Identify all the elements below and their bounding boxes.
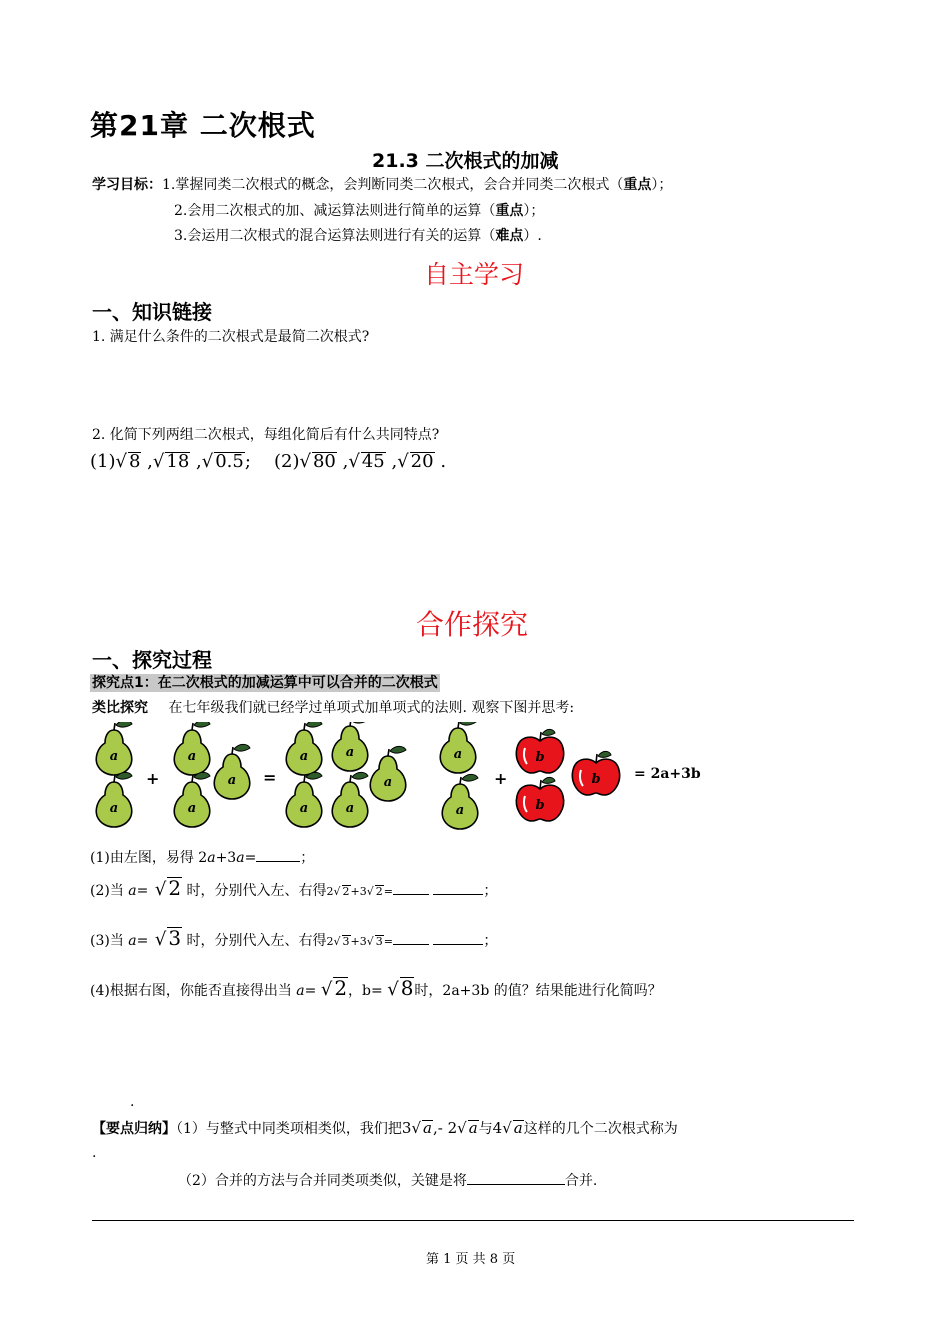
pear-label: a <box>455 803 465 818</box>
summary-point-1: 【要点归纳】（1）与整式中同类项相类似，我们把3√ a,- 2√ a与4√ a这样的几个二次根式称为 <box>92 1119 678 1137</box>
answer-blank-2[interactable] <box>433 894 483 895</box>
apple-icon <box>572 751 619 795</box>
objective-3: 3.会运用二次根式的混合运算法则进行有关的运算（难点）. <box>174 228 542 244</box>
question-1: 1. 满足什么条件的二次根式是最简二次根式? <box>92 329 370 345</box>
apple-label: b <box>535 750 545 765</box>
summary-label: 【要点归纳】 <box>92 1121 176 1137</box>
cooperation-heading: 合作探究 <box>416 608 529 641</box>
answer-blank-3[interactable] <box>433 944 483 945</box>
objective-2: 2.会用二次根式的加、减运算法则进行简单的运算（重点）； <box>174 203 545 219</box>
pear-icon <box>332 772 368 827</box>
pear-icon <box>370 746 406 801</box>
apple-icon <box>516 777 563 821</box>
pear-label: a <box>383 775 393 790</box>
exploration-heading: 一、探究过程 <box>92 648 212 672</box>
explore-q3: (3)当 a= √ 3 时，分别代入左、右得2√ 3+3√ 3= ； <box>90 926 498 950</box>
explore-q1: (1)由左图，易得 2a+3a= ； <box>90 850 315 866</box>
pear-icon <box>174 772 210 827</box>
pear-label: a <box>227 773 237 788</box>
pear-label: a <box>299 801 309 816</box>
radical-group-2: (2)√ 80 ,√ 45 ,√ 20 . <box>274 451 447 472</box>
pear-icon <box>214 744 250 799</box>
footer-rule <box>92 1220 854 1221</box>
knowledge-link-heading: 一、知识链接 <box>92 300 212 324</box>
analogy-line: 类比探究 在七年级我们就已经学过单项式加单项式的法则. 观察下图并思考: <box>92 700 575 716</box>
pear-icon <box>286 772 322 827</box>
section-title: 21.3 二次根式的加减 <box>372 150 559 172</box>
apple-label: b <box>535 798 545 813</box>
exploration-point-1: 探究点1：在二次根式的加减运算中可以合并的二次根式 <box>92 675 438 691</box>
pear-label: a <box>345 745 355 760</box>
analogy-label: 类比探究 <box>92 700 148 716</box>
pear-label: a <box>453 747 463 762</box>
apple-icon <box>516 729 563 773</box>
fig-plus-1: + <box>146 769 160 788</box>
apple-label: b <box>591 772 601 787</box>
answer-blank-4[interactable] <box>467 1184 565 1185</box>
pear-icon <box>96 772 132 827</box>
explore-q2: (2)当 a= √ 2 时，分别代入左、右得2√ 2+3√ 2= ； <box>90 876 498 900</box>
question-2: 2. 化简下列两组二次根式，每组化简后有什么共同特点? <box>92 427 440 443</box>
stray-dot: . <box>130 1094 135 1110</box>
pear-label: a <box>109 749 119 764</box>
pear-label: a <box>345 801 355 816</box>
explore-q4: (4)根据右图，你能否直接得出当 a= √ 2，b= √ 8时，2a+3b 的值？结果能进行化简吗？ <box>90 976 662 1000</box>
pear-icon <box>440 722 476 773</box>
summary-point-2: （2）合并的方法与合并同类项类似，关键是将 合并. <box>178 1173 598 1189</box>
pear-icon <box>174 722 210 775</box>
fig-equals: = <box>263 768 277 787</box>
self-study-heading: 自主学习 <box>424 260 525 289</box>
page-footer: 第 1 页 共 8 页 <box>426 1252 516 1267</box>
objectives-label: 学习目标： <box>92 177 162 193</box>
pear-icon <box>286 722 322 775</box>
objective-1: 学习目标：1.掌握同类二次根式的概念，会判断同类二次根式，会合并同类二次根式（重点）； <box>92 177 673 193</box>
pear-icon <box>332 722 368 771</box>
chapter-title: 第21章 二次根式 <box>90 109 316 142</box>
pear-icon <box>442 774 478 829</box>
pear-label: a <box>109 801 119 816</box>
pear-label: a <box>299 749 309 764</box>
pear-label: a <box>187 801 197 816</box>
radical-group-1: (1)√ 8 ,√ 18 ,√ 0.5; <box>90 451 251 472</box>
answer-blank-1[interactable] <box>256 861 300 862</box>
pear-icon <box>96 722 132 775</box>
pear-apple-figure <box>86 722 726 838</box>
pear-label: a <box>187 749 197 764</box>
summary-tail-dot: . <box>92 1145 97 1161</box>
fig-plus-2: + <box>494 769 508 788</box>
fig-result: = 2a+3b <box>634 766 701 782</box>
